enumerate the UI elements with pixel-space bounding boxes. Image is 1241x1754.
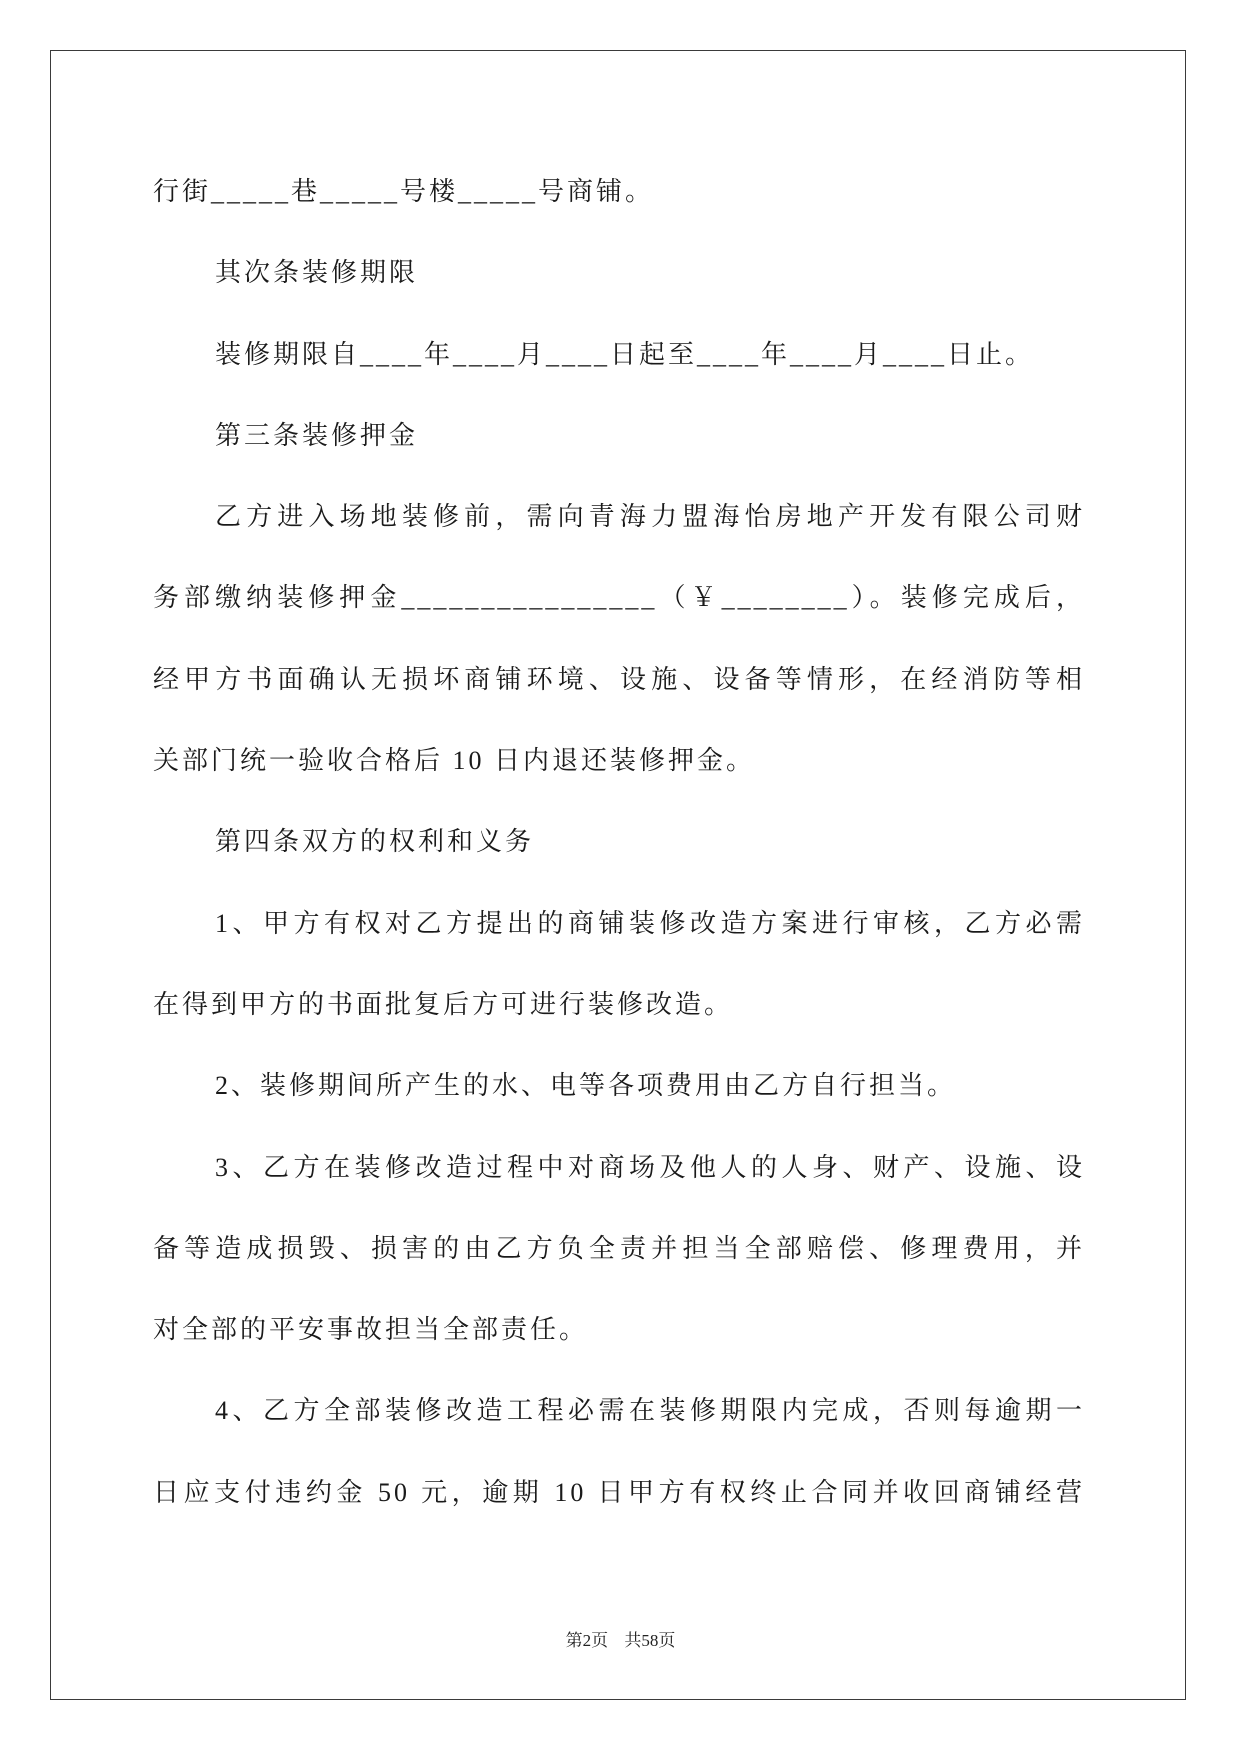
- contract-line: 务部缴纳装修押金________________（￥________）。装修完成后，: [153, 583, 1085, 613]
- contract-line: 乙方进入场地装修前，需向青海力盟海怡房地产开发有限公司财: [215, 502, 1085, 532]
- contract-line: 经甲方书面确认无损坏商铺环境、设施、设备等情形，在经消防等相: [153, 664, 1085, 694]
- page-number: 第2页: [565, 1631, 609, 1650]
- contract-line: 4、乙方全部装修改造工程必需在装修期限内完成，否则每逾期一: [215, 1396, 1085, 1426]
- contract-line: 日应支付违约金 50 元，逾期 10 日甲方有权终止合同并收回商铺经营: [153, 1477, 1085, 1507]
- contract-line: 对全部的平安事故担当全部责任。: [153, 1315, 589, 1345]
- section-heading-deposit: 第三条装修押金: [215, 420, 419, 450]
- contract-line: 装修期限自____年____月____日起至____年____月____日止。: [215, 339, 1035, 369]
- contract-line: 2、装修期间所产生的水、电等各项费用由乙方自行担当。: [215, 1071, 957, 1101]
- section-heading-decoration-period: 其次条装修期限: [215, 258, 419, 288]
- contract-line: 在得到甲方的书面批复后方可进行装修改造。: [153, 989, 734, 1019]
- section-heading-rights-obligations: 第四条双方的权利和义务: [215, 827, 535, 857]
- contract-line: 1、甲方有权对乙方提出的商铺装修改造方案进行审核，乙方必需: [215, 908, 1085, 938]
- contract-line: 3、乙方在装修改造过程中对商场及他人的人身、财产、设施、设: [215, 1152, 1085, 1182]
- contract-line: 备等造成损毁、损害的由乙方负全责并担当全部赔偿、修理费用，并: [153, 1233, 1085, 1263]
- contract-line: 关部门统一验收合格后 10 日内退还装修押金。: [153, 746, 756, 776]
- page-footer: [0, 1626, 1241, 1651]
- contract-line: 行街_____巷_____号楼_____号商铺。: [153, 177, 655, 206]
- page-total: 共58页: [624, 1631, 676, 1650]
- contract-body: [153, 151, 1085, 1533]
